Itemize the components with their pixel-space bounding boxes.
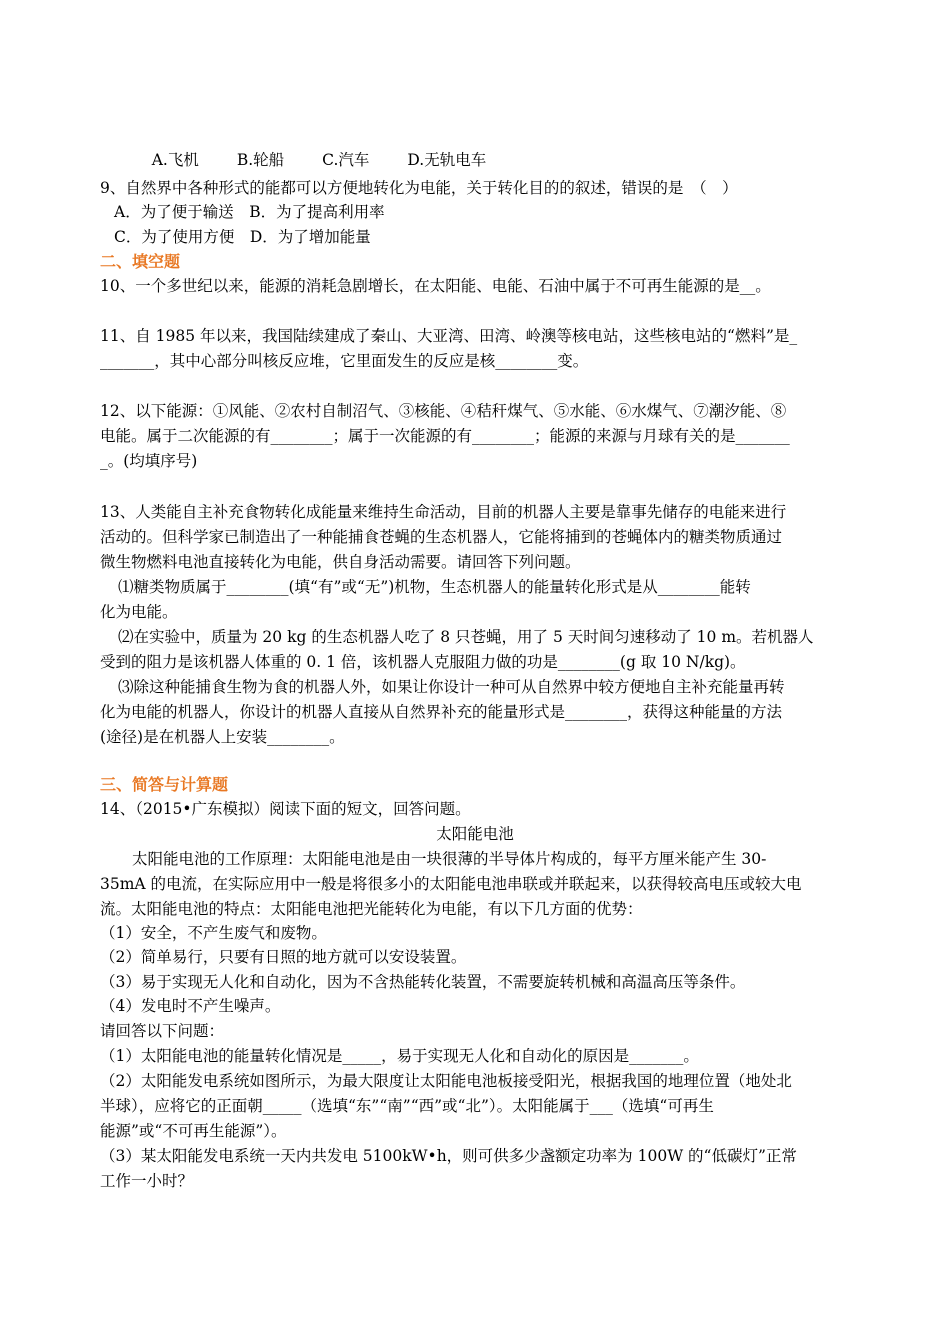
q10-text: 10、一个多世纪以来，能源的消耗急剧增长，在太阳能、电能、石油中属于不可再生能源的是__。 <box>100 277 771 295</box>
section-heading-fill-in: 二、填空题 <box>100 252 181 271</box>
q13-part1-line-2: 化为电能。 <box>100 603 178 621</box>
q14-advantage-2: （2）简单易行，只要有日照的地方就可以安设装置。 <box>100 948 467 966</box>
q13-part3-line-1: ⑶除这种能捕食生物为食的机器人外，如果让你设计一种可从自然界中较方便地自主补充能量再转 <box>118 678 785 696</box>
q8-option-b: B.轮船 <box>236 151 285 169</box>
q14-para-line-3: 流。太阳能电池的特点：太阳能电池把光能转化为电能，有以下几方面的优势： <box>100 900 643 918</box>
q12-line-3: _。(均填序号) <box>100 452 198 470</box>
q9-stem: 9、自然界中各种形式的能都可以方便地转化为电能，关于转化目的的叙述，错误的是 （ ） <box>100 179 738 197</box>
q12-line-1: 12、以下能源：①风能、②农村自制沼气、③核能、④秸秆煤气、⑤水能、⑥水煤气、⑦潮汐能、⑧ <box>100 402 787 420</box>
q14-answer-2-line-2: 半球），应将它的正面朝_____（选填“东”“南”“西”或“北”）。太阳能属于___（选填“可再生 <box>100 1097 714 1115</box>
q14-ask: 请回答以下问题： <box>100 1022 225 1040</box>
q8-option-d: D.无轨电车 <box>407 151 487 169</box>
q9-options-ab: A．为了便于输送 B．为了提高利用率 <box>114 203 385 221</box>
q14-answer-2-line-1: （2）太阳能发电系统如图所示，为最大限度让太阳能电池板接受阳光，根据我国的地理位置（地处北 <box>100 1072 792 1090</box>
q8-option-a: A.飞机 <box>151 151 199 169</box>
q13-part2-line-1: ⑵在实验中，质量为 20 kg 的生态机器人吃了 8 只苍蝇，用了 5 天时间匀速移动了 10 m。若机器人 <box>118 628 814 646</box>
q12-line-2: 电能。属于二次能源的有________；属于一次能源的有________；能源的来源与月球有关的是_______ <box>100 427 790 445</box>
q14-stem: 14、（2015•广东模拟）阅读下面的短文，回答问题。 <box>100 800 471 818</box>
q14-advantage-4: （4）发电时不产生噪声。 <box>100 997 281 1015</box>
q13-part2-line-2: 受到的阻力是该机器人体重的 0. 1 倍，该机器人克服阻力做的功是________(g 取 10 N/kg)。 <box>100 653 746 671</box>
q14-para-line-2: 35mA 的电流，在实际应用中一般是将很多小的太阳能电池串联或并联起来，以获得较高电压或较大电 <box>100 875 802 893</box>
q13-part3-line-3: (途径)是在机器人上安装________。 <box>100 728 345 746</box>
q11-line-2: _______，其中心部分叫核反应堆，它里面发生的反应是核________变。 <box>100 352 589 370</box>
q14-passage-title: 太阳能电池 <box>436 825 514 843</box>
q13-line-1: 13、人类能自主补充食物转化成能量来维持生命活动，目前的机器人主要是靠事先储存的电能来进行 <box>100 503 787 521</box>
q11-line-1: 11、自 1985 年以来，我国陆续建成了秦山、大亚湾、田湾、岭澳等核电站，这些核电站的“燃料”是_ <box>100 327 798 345</box>
q14-para-line-1: 太阳能电池的工作原理：太阳能电池是由一块很薄的半导体片构成的，每平方厘米能产生 30- <box>132 850 767 868</box>
q13-line-3: 微生物燃料电池直接转化为电能，供自身活动需要。请回答下列问题。 <box>100 553 581 571</box>
q14-answer-3-line-2: 工作一小时？ <box>100 1172 194 1190</box>
q13-part1-line-1: ⑴糖类物质属于________(填“有”或“无”)机物，生态机器人的能量转化形式是从________能转 <box>118 578 751 596</box>
q14-advantage-1: （1）安全，不产生废气和废物。 <box>100 924 327 942</box>
q13-part3-line-2: 化为电能的机器人，你设计的机器人直接从自然界补充的能量形式是________，获得这种能量的方法 <box>100 703 783 721</box>
q8-option-c: C.汽车 <box>322 151 370 169</box>
section-heading-short-answer: 三、简答与计算题 <box>100 775 229 794</box>
q14-advantage-3: （3）易于实现无人化和自动化，因为不含热能转化装置，不需要旋转机械和高温高压等条件。 <box>100 973 746 991</box>
q14-answer-1: （1）太阳能电池的能量转化情况是_____，易于实现无人化和自动化的原因是_______。 <box>100 1047 699 1065</box>
q14-answer-2-line-3: 能源”或“不可再生能源”）。 <box>100 1122 287 1140</box>
q14-answer-3-line-1: （3）某太阳能发电系统一天内共发电 5100kW•h，则可供多少盏额定功率为 100W 的“低碳灯”正常 <box>100 1147 797 1165</box>
q9-options-cd: C．为了使用方便 D．为了增加能量 <box>114 228 371 246</box>
q13-line-2: 活动的。但科学家已制造出了一种能捕食苍蝇的生态机器人，它能将捕到的苍蝇体内的糖类物质通过 <box>100 528 783 546</box>
